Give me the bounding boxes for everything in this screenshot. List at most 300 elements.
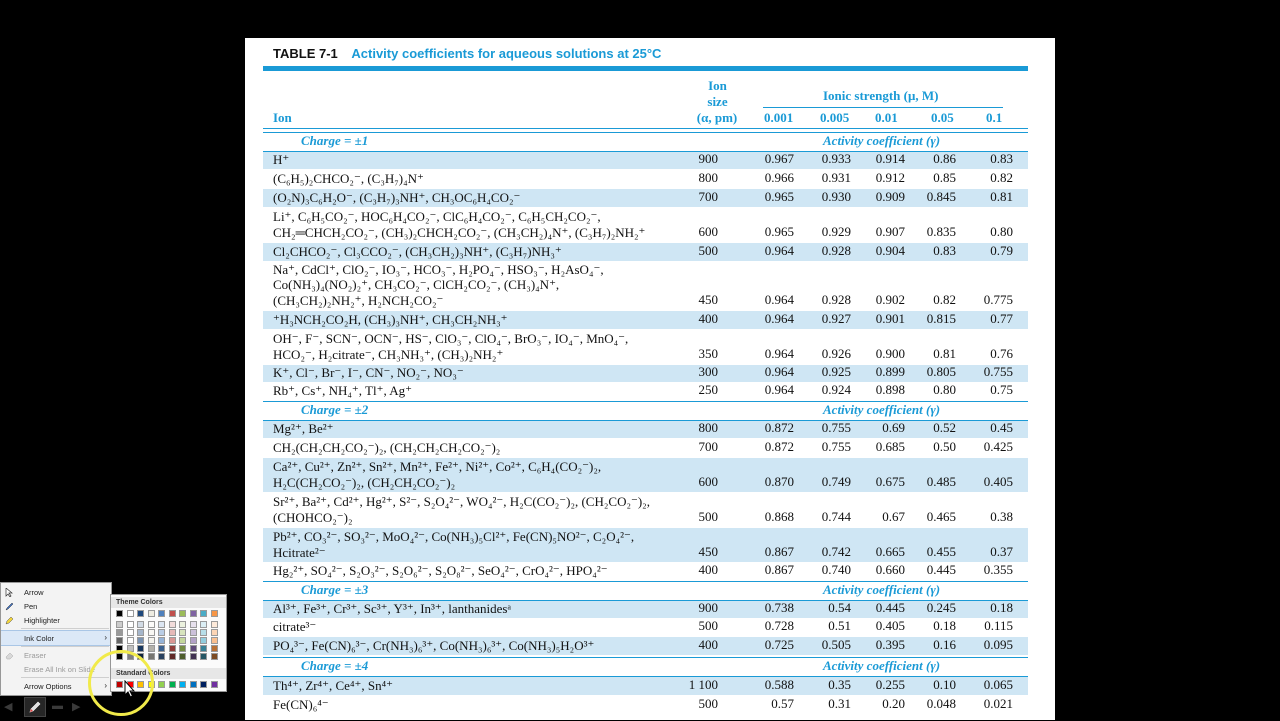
gamma-cell: 0.928	[821, 243, 851, 258]
theme-colors-header	[111, 597, 226, 608]
charge-group-2	[263, 401, 1028, 421]
gamma-cell: 0.52	[933, 420, 956, 435]
color-swatch[interactable]	[190, 645, 197, 652]
size-cell: 500	[698, 509, 718, 524]
table-row	[263, 528, 1028, 562]
header-ion-size-1: Ion	[708, 78, 727, 93]
gamma-cell: 0.901	[875, 311, 905, 326]
menu-label: Arrow Options	[24, 682, 72, 691]
menu-item-eraser[interactable]	[1, 648, 111, 662]
color-swatch[interactable]	[211, 645, 218, 652]
color-swatch[interactable]	[211, 629, 218, 636]
table-row	[263, 493, 1028, 527]
gamma-cell: 0.740	[821, 562, 851, 577]
gamma-cell: 0.255	[875, 677, 905, 692]
color-swatch[interactable]	[211, 653, 218, 660]
gamma-cell: 0.965	[764, 189, 794, 204]
ion-cell	[273, 459, 601, 490]
gamma-cell: 0.18	[933, 618, 956, 633]
gamma-cell: 0.900	[875, 346, 905, 361]
gamma-cell: 0.909	[875, 189, 905, 204]
gamma-cell: 0.51	[828, 618, 851, 633]
gamma-cell: 0.964	[764, 292, 794, 307]
size-cell: 800	[698, 420, 718, 435]
color-swatch[interactable]	[158, 681, 165, 688]
header-strength-0: 0.001	[764, 110, 794, 125]
size-cell: 400	[698, 637, 718, 652]
activity-label: Activity coefficient (γ)	[823, 133, 941, 148]
gamma-cell: 0.728	[764, 618, 794, 633]
color-swatch[interactable]	[127, 610, 134, 617]
color-swatch[interactable]	[169, 637, 176, 644]
gamma-cell: 0.455	[926, 544, 956, 559]
gamma-cell: 0.744	[821, 509, 851, 524]
gamma-cell: 0.50	[933, 439, 956, 454]
ion-cell: ⁺H₃NCH₂CO₂H, (CH₃)₃NH⁺, CH₃CH₂NH₃⁺	[273, 311, 508, 327]
gamma-cell: 0.742	[821, 544, 851, 559]
size-cell: 600	[698, 474, 718, 489]
gamma-cell: 0.902	[875, 292, 905, 307]
color-swatch[interactable]	[137, 629, 144, 636]
table-row	[263, 637, 1028, 655]
color-swatch[interactable]	[116, 637, 123, 644]
mouse-cursor-icon	[124, 680, 136, 698]
color-swatch[interactable]	[200, 653, 207, 660]
header-strength-1: 0.005	[820, 110, 850, 125]
table-row	[263, 421, 1028, 438]
gamma-cell: 0.048	[926, 696, 956, 711]
size-cell: 300	[698, 364, 718, 379]
gamma-cell: 0.926	[821, 346, 851, 361]
color-swatch[interactable]	[211, 637, 218, 644]
gamma-cell: 0.964	[764, 346, 794, 361]
gamma-cell: 0.872	[764, 420, 794, 435]
color-swatch[interactable]	[190, 621, 197, 628]
color-swatch[interactable]	[179, 653, 186, 660]
ion-line: Sr²⁺, Ba²⁺, Cd²⁺, Hg²⁺, S²⁻, S₂O₄²⁻, WO₄²⁻, H₂C(CO₂⁻)₂, (CH₂CO₂⁻)₂,	[273, 494, 650, 509]
submenu-arrow-icon: ›	[104, 681, 107, 690]
ion-cell: PO₄³⁻, Fe(CN)₆³⁻, Cr(NH₃)₆³⁺, Co(NH₃)₆³⁺, Co(NH₃)₅H₂O³⁺	[273, 637, 595, 653]
table-number: TABLE 7-1	[273, 46, 338, 61]
ion-cell: (O₂N)₃C₆H₂O⁻, (C₃H₇)₃NH⁺, CH₃OC₆H₄CO₂⁻	[273, 189, 521, 205]
gamma-cell: 0.933	[821, 151, 851, 166]
ion-cell	[273, 209, 645, 240]
gamma-cell: 0.914	[875, 151, 905, 166]
gamma-cell: 0.57	[771, 696, 794, 711]
gamma-cell: 0.899	[875, 364, 905, 379]
header-strength-3: 0.05	[931, 110, 954, 125]
ion-cell: Fe(CN)₆⁴⁻	[273, 696, 329, 712]
gamma-cell: 0.965	[764, 224, 794, 239]
gamma-cell: 0.928	[821, 292, 851, 307]
gamma-cell: 0.425	[983, 439, 1013, 454]
header-ion-size-2: size	[707, 94, 728, 109]
ion-cell: citrate³⁻	[273, 618, 317, 634]
menu-label: Eraser	[24, 651, 47, 660]
color-swatch[interactable]	[127, 629, 134, 636]
color-swatch[interactable]	[190, 629, 197, 636]
color-swatch[interactable]	[127, 637, 134, 644]
gamma-cell: 0.45	[990, 420, 1013, 435]
ion-cell: (C₆H₅)₂CHCO₂⁻, (C₃H₇)₄N⁺	[273, 170, 424, 186]
table-row	[263, 330, 1028, 364]
table-row	[263, 152, 1028, 169]
color-swatch[interactable]	[148, 621, 155, 628]
gamma-cell: 0.18	[990, 600, 1013, 615]
size-cell: 700	[698, 439, 718, 454]
gamma-cell: 0.395	[875, 637, 905, 652]
header-ion-size-3: (α, pm)	[696, 110, 738, 125]
gamma-cell: 0.755	[983, 364, 1013, 379]
charge-label: Charge = ±3	[301, 582, 369, 597]
color-swatch[interactable]	[148, 637, 155, 644]
color-swatch[interactable]	[200, 645, 207, 652]
cursor-highlight-ring	[88, 650, 154, 716]
color-swatch[interactable]	[200, 610, 207, 617]
menu-label: Erase All Ink on Slide	[24, 665, 95, 674]
ion-line: H₂C(CH₂CO₂⁻)₂, (CH₂CH₂CO₂⁻)₂	[273, 474, 456, 490]
color-swatch[interactable]	[200, 629, 207, 636]
color-swatch[interactable]	[169, 610, 176, 617]
ion-cell	[273, 529, 634, 560]
standard-colors-label: Standard Colors	[116, 670, 171, 677]
gamma-cell: 0.31	[828, 696, 851, 711]
gamma-cell: 0.81	[990, 189, 1013, 204]
color-swatch[interactable]	[148, 653, 155, 660]
size-cell: 350	[698, 346, 718, 361]
gamma-cell: 0.80	[990, 224, 1013, 239]
activity-label: Activity coefficient (γ)	[823, 402, 941, 417]
gamma-cell: 0.245	[926, 600, 956, 615]
color-swatch[interactable]	[169, 653, 176, 660]
gamma-cell: 0.872	[764, 439, 794, 454]
ion-cell: Mg²⁺, Be²⁺	[273, 420, 334, 436]
ion-line: Li⁺, C₆H₅CO₂⁻, HOC₆H₄CO₂⁻, ClC₆H₄CO₂⁻, C₆H₅CH₂CO₂⁻,	[273, 209, 601, 224]
header-strength-4: 0.1	[986, 110, 1003, 125]
ion-line: HCO₂⁻, H₂citrate⁻, CH₃NH₃⁺, (CH₃)₂NH₂⁺	[273, 346, 504, 362]
gamma-cell: 0.966	[764, 170, 794, 185]
color-swatch[interactable]	[200, 621, 207, 628]
slide-menu-icon[interactable]: ▬	[52, 700, 63, 712]
ion-line: Ca²⁺, Cu²⁺, Zn²⁺, Sn²⁺, Mn²⁺, Fe²⁺, Ni²⁺, Co²⁺, C₆H₄(CO₂⁻)₂,	[273, 459, 602, 474]
menu-separator	[21, 646, 109, 647]
table-row	[263, 601, 1028, 618]
gamma-cell: 0.16	[933, 637, 956, 652]
table-row	[263, 619, 1028, 636]
color-swatch[interactable]	[190, 653, 197, 660]
menu-item-arrow[interactable]	[1, 585, 111, 599]
menu-label: Pen	[24, 602, 38, 611]
size-cell: 900	[698, 151, 718, 166]
table-row	[263, 677, 1028, 695]
size-cell: 400	[698, 311, 718, 326]
gamma-cell: 0.355	[983, 562, 1013, 577]
gamma-cell: 0.738	[764, 600, 794, 615]
gamma-cell: 0.904	[875, 243, 905, 258]
charge-group-1	[263, 132, 1028, 152]
gamma-cell: 0.907	[875, 224, 905, 239]
color-swatch[interactable]	[148, 610, 155, 617]
color-swatch[interactable]	[158, 621, 165, 628]
arrow-pointer-icon	[5, 588, 14, 597]
ion-cell	[273, 494, 650, 525]
charge-group-3	[263, 581, 1028, 601]
gamma-cell: 0.38	[990, 509, 1013, 524]
gamma-cell: 0.445	[875, 600, 905, 615]
gamma-cell: 0.925	[821, 364, 851, 379]
activity-label: Activity coefficient (γ)	[823, 658, 941, 673]
size-cell: 250	[698, 382, 718, 397]
gamma-cell: 0.82	[990, 170, 1013, 185]
gamma-cell: 0.77	[990, 311, 1013, 326]
gamma-cell: 0.749	[821, 474, 851, 489]
gamma-cell: 0.75	[990, 382, 1013, 397]
gamma-cell: 0.931	[821, 170, 851, 185]
pen-icon	[25, 698, 45, 716]
color-swatch[interactable]	[148, 629, 155, 636]
gamma-cell: 0.405	[875, 618, 905, 633]
table-row	[263, 208, 1028, 242]
color-swatch[interactable]	[179, 610, 186, 617]
gamma-cell: 0.83	[990, 151, 1013, 166]
size-cell: 500	[698, 243, 718, 258]
activity-label: Activity coefficient (γ)	[823, 582, 941, 597]
table-row	[263, 383, 1028, 400]
color-swatch[interactable]	[137, 621, 144, 628]
ion-line: OH⁻, F⁻, SCN⁻, OCN⁻, HS⁻, ClO₃⁻, ClO₄⁻, BrO₃⁻, IO₄⁻, MnO₄⁻,	[273, 331, 629, 346]
color-swatch[interactable]	[190, 681, 197, 688]
color-swatch[interactable]	[169, 645, 176, 652]
ion-cell: Hg₂²⁺, SO₄²⁻, S₂O₃²⁻, S₂O₆²⁻, S₂O₈²⁻, SeO₄²⁻, CrO₄²⁻, HPO₄²⁻	[273, 562, 608, 578]
size-cell: 900	[698, 600, 718, 615]
color-swatch[interactable]	[179, 645, 186, 652]
gamma-cell: 0.755	[821, 439, 851, 454]
color-swatch[interactable]	[179, 621, 186, 628]
table-title: Activity coefficients for aqueous solutions at 25°C	[351, 46, 662, 61]
ion-cell: Al³⁺, Fe³⁺, Cr³⁺, Sc³⁺, Y³⁺, In³⁺, lanthanidesᵃ	[273, 600, 512, 616]
eraser-icon	[5, 651, 14, 660]
gamma-cell: 0.912	[875, 170, 905, 185]
gamma-cell: 0.405	[983, 474, 1013, 489]
color-swatch[interactable]	[200, 637, 207, 644]
table-row	[263, 170, 1028, 188]
ion-cell	[273, 262, 604, 309]
menu-label: Highlighter	[24, 616, 60, 625]
table-row	[263, 365, 1028, 382]
size-cell: 500	[698, 618, 718, 633]
previous-slide-icon[interactable]: ◀	[4, 701, 13, 713]
gamma-cell: 0.815	[926, 311, 956, 326]
gamma-cell: 0.845	[926, 189, 956, 204]
size-cell: 450	[698, 544, 718, 559]
gamma-cell: 0.665	[875, 544, 905, 559]
color-swatch[interactable]	[148, 645, 155, 652]
gamma-cell: 0.675	[875, 474, 905, 489]
color-swatch[interactable]	[158, 610, 165, 617]
size-cell: 1 100	[688, 677, 718, 692]
gamma-cell: 0.927	[821, 311, 851, 326]
color-swatch[interactable]	[137, 645, 144, 652]
gamma-cell: 0.54	[828, 600, 851, 615]
gamma-cell: 0.898	[875, 382, 905, 397]
ion-cell: Cl₂CHCO₂⁻, Cl₃CCO₂⁻, (CH₃CH₂)₃NH⁺, (C₃H₇)NH₃⁺	[273, 243, 562, 259]
gamma-cell: 0.835	[926, 224, 956, 239]
header-ion: Ion	[273, 110, 292, 125]
submenu-arrow-icon: ›	[104, 633, 107, 642]
color-swatch[interactable]	[137, 610, 144, 617]
table-caption	[273, 46, 661, 61]
ion-cell: K⁺, Cl⁻, Br⁻, I⁻, CN⁻, NO₂⁻, NO₃⁻	[273, 364, 464, 380]
color-swatch[interactable]	[158, 637, 165, 644]
gamma-cell: 0.80	[933, 382, 956, 397]
gamma-cell: 0.485	[926, 474, 956, 489]
gamma-cell: 0.967	[764, 151, 794, 166]
size-cell: 700	[698, 189, 718, 204]
size-cell: 500	[698, 696, 718, 711]
menu-separator	[21, 628, 109, 629]
gamma-cell: 0.505	[821, 637, 851, 652]
gamma-cell: 0.115	[984, 618, 1013, 633]
menu-label: Ink Color	[24, 634, 55, 643]
ion-line: Na⁺, CdCl⁺, ClO₂⁻, IO₃⁻, HCO₃⁻, H₂PO₄⁻, HSO₃⁻, H₂AsO₄⁻,	[273, 261, 604, 277]
menu-item-highlighter[interactable]	[1, 613, 111, 627]
charge-group-4	[263, 657, 1028, 677]
color-swatch[interactable]	[116, 610, 123, 617]
table-row	[263, 458, 1028, 492]
ion-cell: CH₂(CH₂CH₂CO₂⁻)₂, (CH₂CH₂CH₂CO₂⁻)₂	[273, 439, 501, 455]
gamma-cell: 0.660	[875, 562, 905, 577]
ion-line: (CH₃CH₂)₂NH₂⁺, H₂NCH₂CO₂⁻	[273, 292, 444, 308]
ion-line: Pb²⁺, CO₃²⁻, SO₃²⁻, MoO₄²⁻, Co(NH₃)₅Cl²⁺, Fe(CN)₅NO²⁻, C₂O₄²⁻,	[273, 529, 635, 544]
gamma-cell: 0.065	[983, 677, 1013, 692]
ion-cell: Th⁴⁺, Zr⁴⁺, Ce⁴⁺, Sn⁴⁺	[273, 677, 393, 693]
gamma-cell: 0.924	[821, 382, 851, 397]
gamma-cell: 0.82	[933, 292, 956, 307]
gamma-cell: 0.588	[764, 677, 794, 692]
charge-label: Charge = ±1	[301, 133, 369, 148]
gamma-cell: 0.755	[821, 420, 851, 435]
gamma-cell: 0.095	[983, 637, 1013, 652]
gamma-cell: 0.685	[875, 439, 905, 454]
gamma-cell: 0.805	[926, 364, 956, 379]
gamma-cell: 0.35	[828, 677, 851, 692]
gamma-cell: 0.10	[933, 677, 956, 692]
table-row	[263, 189, 1028, 207]
table-row	[263, 262, 1028, 310]
gamma-cell: 0.81	[933, 346, 956, 361]
gamma-cell: 0.725	[764, 637, 794, 652]
color-swatch[interactable]	[169, 621, 176, 628]
ion-cell: H⁺	[273, 151, 290, 167]
color-swatch[interactable]	[211, 621, 218, 628]
gamma-cell: 0.85	[933, 170, 956, 185]
gamma-cell: 0.929	[821, 224, 851, 239]
table-row	[263, 439, 1028, 457]
color-swatch[interactable]	[190, 637, 197, 644]
size-cell: 450	[698, 292, 718, 307]
gamma-cell: 0.67	[882, 509, 905, 524]
gamma-cell: 0.868	[764, 509, 794, 524]
highlighter-icon	[5, 616, 14, 625]
gamma-cell: 0.021	[983, 696, 1013, 711]
charge-label: Charge = ±4	[301, 658, 369, 673]
color-swatch[interactable]	[169, 681, 176, 688]
ion-line: Co(NH₃)₄(NO₂)₂⁺, CH₃CO₂⁻, ClCH₂CO₂⁻, (CH₃)₄N⁺,	[273, 277, 560, 292]
gamma-cell: 0.870	[764, 474, 794, 489]
color-swatch[interactable]	[211, 610, 218, 617]
color-swatch[interactable]	[116, 621, 123, 628]
color-swatch[interactable]	[190, 610, 197, 617]
next-slide-icon[interactable]: ▶	[72, 701, 81, 713]
size-cell: 800	[698, 170, 718, 185]
table-row	[263, 243, 1028, 261]
gamma-cell: 0.465	[926, 509, 956, 524]
header-bottom-rule	[263, 128, 1028, 129]
ion-line: Hcitrate²⁻	[273, 544, 326, 560]
gamma-cell: 0.20	[882, 696, 905, 711]
gamma-cell: 0.76	[990, 346, 1013, 361]
slide-page	[245, 38, 1055, 720]
theme-colors-label: Theme Colors	[116, 599, 163, 606]
pen-icon	[5, 602, 14, 611]
color-swatch[interactable]	[179, 637, 186, 644]
color-swatch[interactable]	[158, 629, 165, 636]
color-swatch[interactable]	[200, 681, 207, 688]
color-swatch[interactable]	[179, 629, 186, 636]
menu-item-ink-color[interactable]	[1, 630, 111, 646]
menu-item-pen[interactable]	[1, 599, 111, 613]
menu-label: Arrow	[24, 588, 44, 597]
gamma-cell: 0.964	[764, 364, 794, 379]
header-sub-rule	[763, 107, 1003, 108]
color-swatch[interactable]	[158, 645, 165, 652]
color-swatch[interactable]	[137, 637, 144, 644]
gamma-cell: 0.37	[990, 544, 1013, 559]
gamma-cell: 0.69	[882, 420, 905, 435]
table-row	[263, 563, 1028, 580]
table-row	[263, 311, 1028, 329]
color-swatch[interactable]	[179, 681, 186, 688]
ion-line: (CHOHCO₂⁻)₂	[273, 509, 353, 525]
gamma-cell: 0.86	[933, 151, 956, 166]
ion-line: CH₂═CHCH₂CO₂⁻, (CH₃)₂CHCH₂CO₂⁻, (CH₃CH₂)₄N⁺, (C₃H₇)₂NH₂⁺	[273, 224, 646, 240]
color-swatch[interactable]	[158, 653, 165, 660]
color-swatch[interactable]	[127, 621, 134, 628]
gamma-cell: 0.930	[821, 189, 851, 204]
gamma-cell: 0.775	[983, 292, 1013, 307]
ion-cell	[273, 331, 628, 362]
color-swatch[interactable]	[169, 629, 176, 636]
size-cell: 400	[698, 562, 718, 577]
gamma-cell: 0.964	[764, 311, 794, 326]
charge-label: Charge = ±2	[301, 402, 369, 417]
gamma-cell: 0.964	[764, 243, 794, 258]
size-cell: 600	[698, 224, 718, 239]
gamma-cell: 0.867	[764, 562, 794, 577]
ion-cell: Rb⁺, Cs⁺, NH₄⁺, Tl⁺, Ag⁺	[273, 382, 413, 398]
gamma-cell: 0.867	[764, 544, 794, 559]
color-swatch[interactable]	[211, 681, 218, 688]
gamma-cell: 0.964	[764, 382, 794, 397]
header-strength-2: 0.01	[875, 110, 898, 125]
gamma-cell: 0.79	[990, 243, 1013, 258]
pen-tool-button[interactable]	[24, 697, 46, 717]
gamma-cell: 0.83	[933, 243, 956, 258]
table-top-rule	[263, 66, 1028, 71]
table-row	[263, 696, 1028, 714]
gamma-cell: 0.445	[926, 562, 956, 577]
color-swatch[interactable]	[116, 629, 123, 636]
